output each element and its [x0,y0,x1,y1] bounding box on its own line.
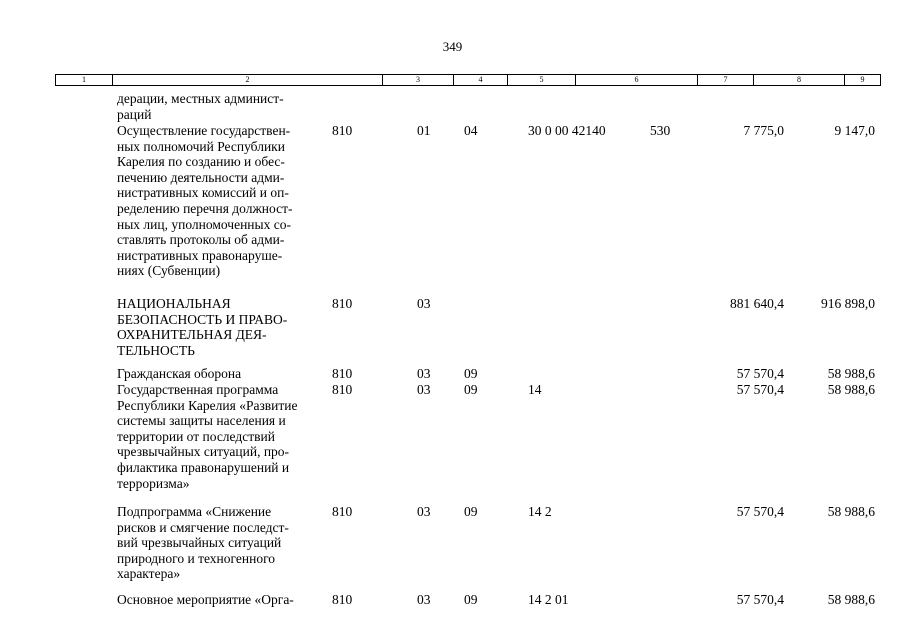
column-header-7: 7 [698,75,754,85]
row-col-7: 530 [650,123,671,138]
row-col-8: 881 640,4 [730,296,784,311]
row-description: Подпрограмма «Снижение рисков и смягчение последст- вий чрезвычайных ситуаций природного и техногенного характера» [117,504,289,582]
row-col-8: 57 570,4 [736,592,784,607]
row-col-3: 810 [332,123,353,138]
row-col-3: 810 [332,296,353,311]
column-header-6: 6 [576,75,698,85]
row-col-9: 58 988,6 [827,382,875,397]
column-header-9: 9 [860,75,865,84]
row-col-9: 9 147,0 [834,123,875,138]
row-description: Осуществление государствен- ных полномочий Республики Карелия по созданию и обес- печению деятельности адми- нистративных комиссий и оп- ределению перечня должност- ных лиц, уполномоченных со- ставлять протоколы об адми- нистративных правонаруше- ниях (Субвенции) [117,123,293,279]
row-col-3: 810 [332,504,353,519]
row-description: дерации, местных админист- раций [117,91,284,122]
column-header-3: 3 [383,75,454,85]
column-header-8: 8 [754,75,845,85]
page-number: 349 [442,39,463,54]
row-description: Гражданская оборона [117,366,242,381]
row-col-3: 810 [332,382,353,397]
row-col-9: 916 898,0 [821,296,875,311]
row-col-4: 01 [417,123,431,138]
column-header-4: 4 [454,75,508,85]
row-col-6: 14 2 01 [528,592,569,607]
row-col-9: 58 988,6 [827,592,875,607]
row-col-5: 09 [464,366,478,381]
row-col-5: 09 [464,592,478,607]
column-header-5: 5 [508,75,576,85]
row-col-4: 03 [417,592,431,607]
row-col-8: 57 570,4 [736,382,784,397]
row-col-4: 03 [417,382,431,397]
row-col-6: 14 2 [528,504,552,519]
row-col-8: 7 775,0 [743,123,784,138]
row-col-3: 810 [332,366,353,381]
table-header-row [55,74,881,86]
row-col-5: 09 [464,382,478,397]
row-description: Государственная программа Республики Карелия «Развитие системы защиты населения и территории от последствий чрезвычайных ситуаций, про- филактика правонарушений и терроризма» [117,382,298,491]
row-col-8: 57 570,4 [736,504,784,519]
row-col-9: 58 988,6 [827,504,875,519]
row-col-6: 14 [528,382,542,397]
row-description: Основное мероприятие «Орга- [117,592,294,607]
row-col-4: 03 [417,366,431,381]
column-header-2: 2 [113,75,383,85]
row-col-6: 30 0 00 42140 [528,123,606,138]
row-col-5: 09 [464,504,478,519]
row-col-3: 810 [332,592,353,607]
row-col-8: 57 570,4 [736,366,784,381]
row-col-5: 04 [464,123,478,138]
row-col-4: 03 [417,296,431,311]
row-description: НАЦИОНАЛЬНАЯ БЕЗОПАСНОСТЬ И ПРАВО- ОХРАНИТЕЛЬНАЯ ДЕЯ- ТЕЛЬНОСТЬ [117,296,288,358]
row-col-9: 58 988,6 [827,366,875,381]
row-col-4: 03 [417,504,431,519]
column-header-1: 1 [56,75,113,85]
